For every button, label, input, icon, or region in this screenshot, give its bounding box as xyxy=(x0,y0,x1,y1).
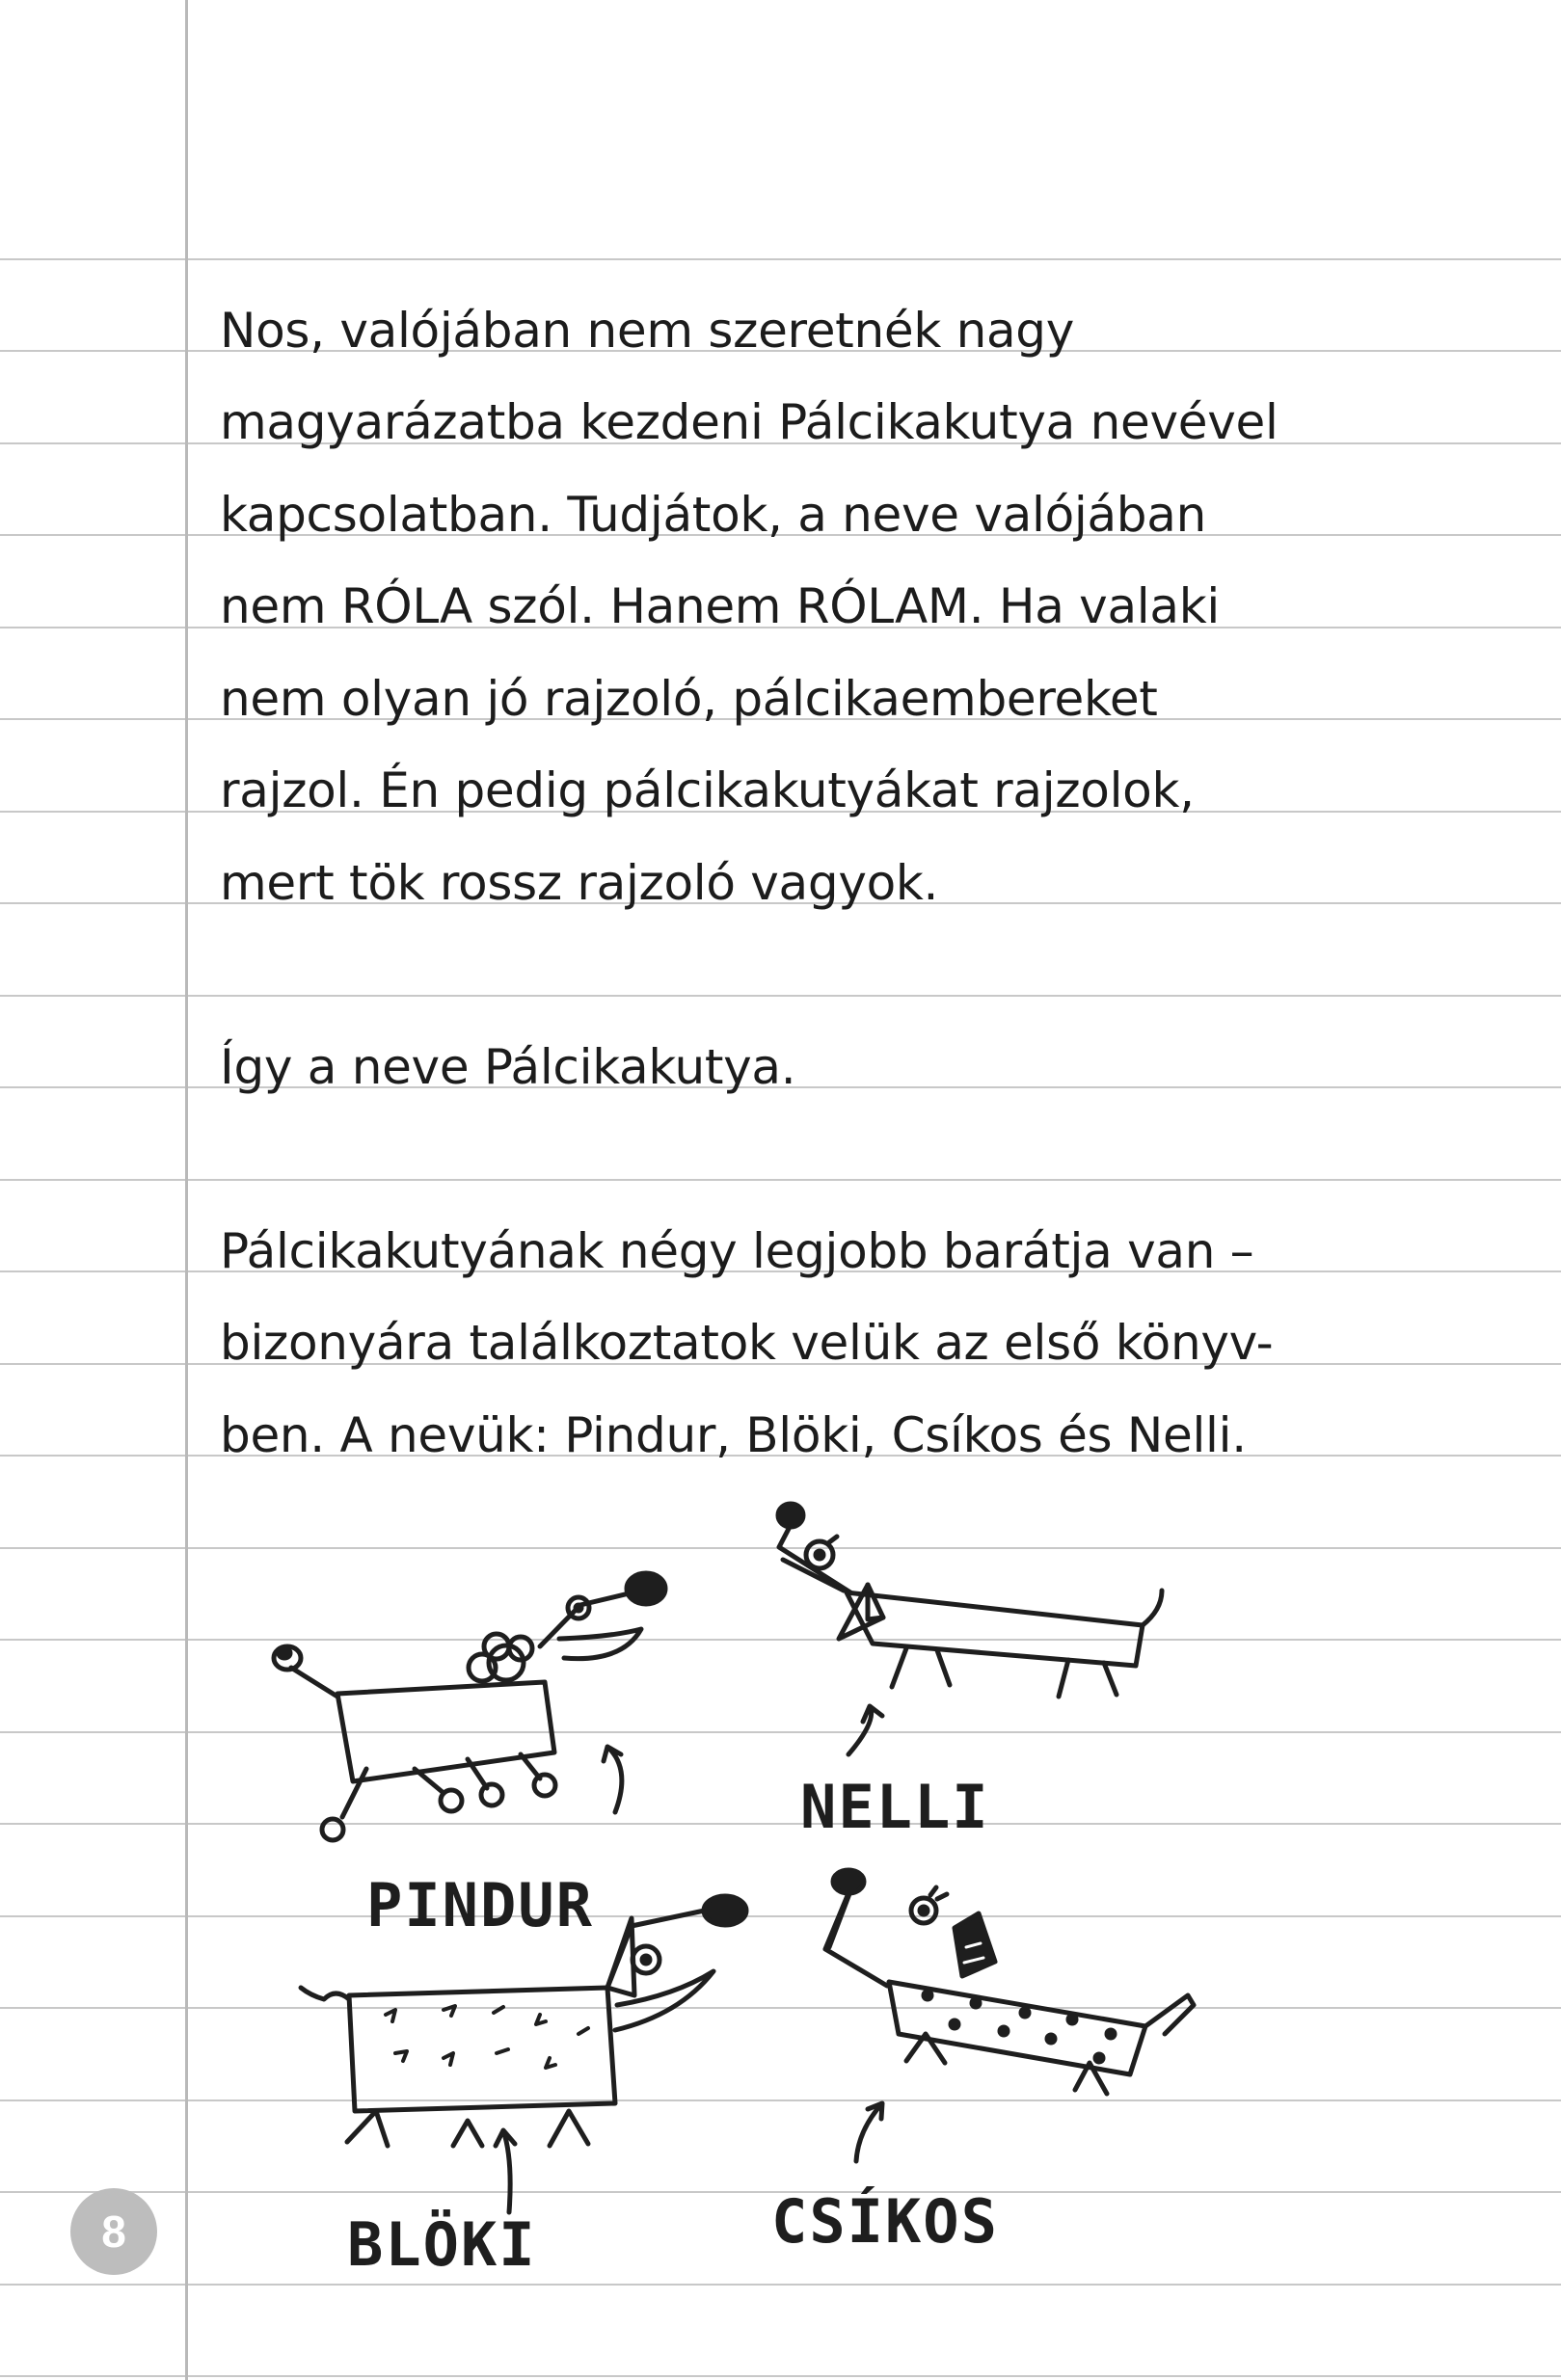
text-line: nem olyan jó rajzoló, pálcikaembereket xyxy=(220,671,1158,727)
text-line: mert tök rossz rajzoló vagyok. xyxy=(220,855,939,911)
text-line: bizonyára találkoztatok velük az első könyv- xyxy=(220,1315,1274,1371)
label-nelli: NELLI xyxy=(800,1772,990,1842)
text-line: magyarázatba kezdeni Pálcikakutya nevével xyxy=(220,394,1278,450)
label-bloki: BLÖKI xyxy=(347,2209,537,2280)
ruled-line xyxy=(0,258,1561,260)
text-line: ben. A nevük: Pindur, Blöki, Csíkos és Nelli. xyxy=(220,1407,1247,1463)
ruled-line xyxy=(0,2375,1561,2377)
bloki-dog-drawing xyxy=(301,1896,746,2212)
text-line: Így a neve Pálcikakutya. xyxy=(220,1039,796,1095)
nelli-dog-drawing xyxy=(778,1504,1162,1754)
text-line: kapcsolatban. Tudjátok, a neve valójában xyxy=(220,487,1206,543)
label-csikos: CSÍKOS xyxy=(771,2186,999,2257)
text-line: Pálcikakutyának négy legjobb barátja van – xyxy=(220,1223,1254,1279)
ruled-line xyxy=(0,995,1561,997)
csikos-dog-drawing xyxy=(825,1870,1194,2161)
margin-line xyxy=(185,0,188,2380)
label-pindur: PINDUR xyxy=(366,1870,594,1940)
text-line: Nos, valójában nem szeretnék nagy xyxy=(220,303,1075,359)
text-line: nem RÓLA szól. Hanem RÓLAM. Ha valaki xyxy=(220,578,1220,634)
page-number-badge xyxy=(70,2188,157,2275)
ruled-line xyxy=(0,1179,1561,1181)
page-number: 8 xyxy=(101,2206,126,2257)
stick-dogs-illustration xyxy=(251,1494,1225,2294)
pindur-dog-drawing xyxy=(274,1573,665,1840)
text-line: rajzol. Én pedig pálcikakutyákat rajzolok, xyxy=(220,762,1195,818)
